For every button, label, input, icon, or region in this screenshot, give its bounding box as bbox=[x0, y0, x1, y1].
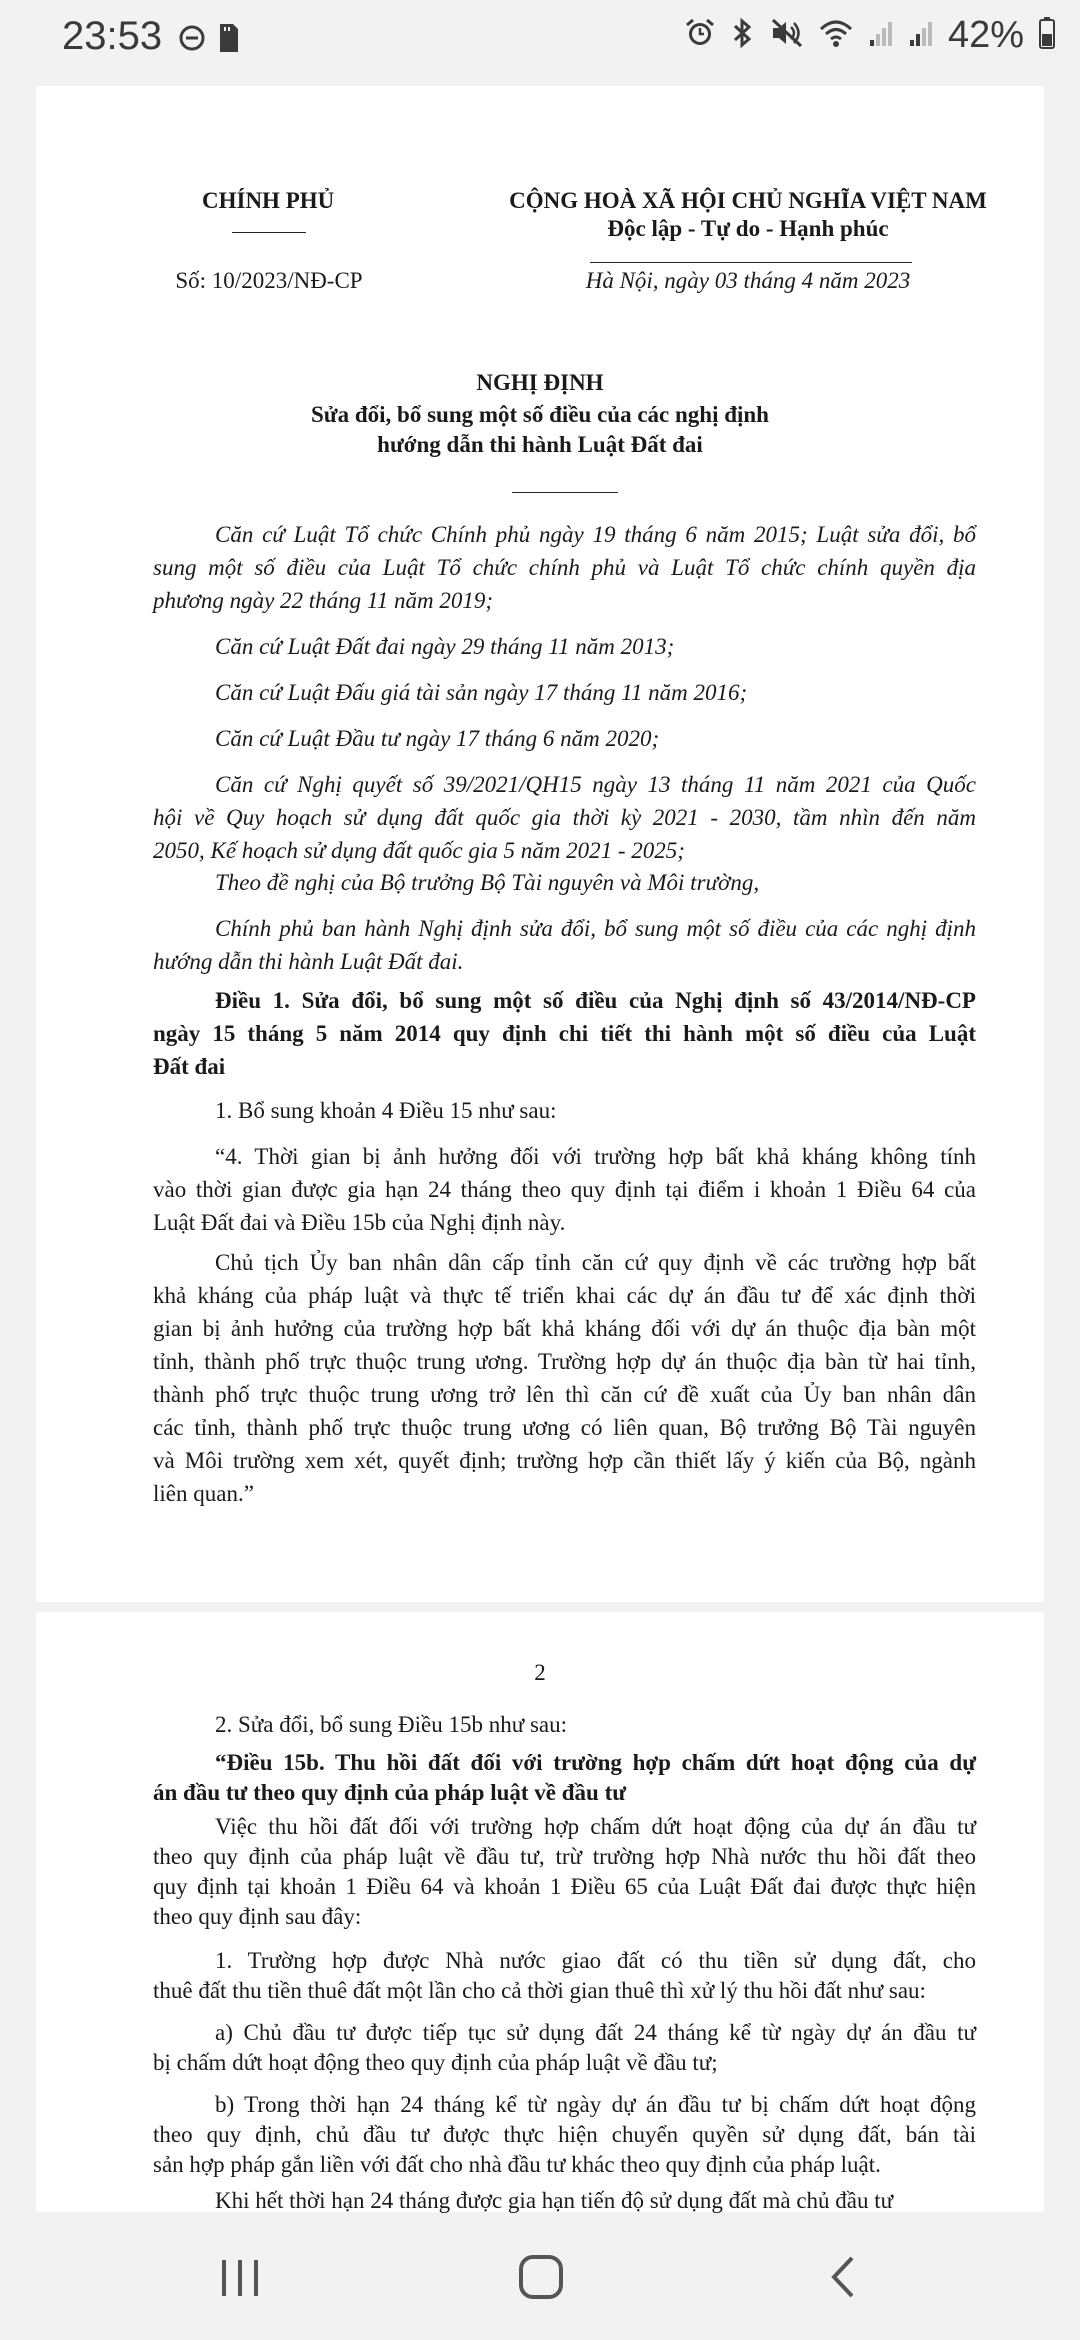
divider bbox=[590, 262, 912, 263]
signal-icon-2 bbox=[908, 18, 934, 53]
document-type: NGHỊ ĐỊNH bbox=[476, 370, 604, 395]
navigation-bar bbox=[0, 2214, 1080, 2340]
article-15b-title: “Điều 15b. Thu hồi đất đối với trường hợp chấm dứt hoạt động của dự án đầu tư theo quy định của pháp luật về đầu tư bbox=[153, 1750, 976, 1805]
article-1-title: Điều 1. Sửa đổi, bổ sung một số điều của Nghị định số 43/2014/NĐ-CP ngày 15 tháng 5 năm 2014 quy định chi tiết thi hành một số điều của Luật Đất đai bbox=[153, 988, 976, 1079]
issue-date: Hà Nội, ngày 03 tháng 4 năm 2023 bbox=[585, 268, 911, 293]
bluetooth-icon bbox=[730, 17, 756, 54]
clause-2: 2. Sửa đổi, bổ sung Điều 15b như sau: bbox=[215, 1712, 568, 1737]
clause-1-text: “4. Thời gian bị ảnh hưởng đối với trường hợp bất khả kháng không tính vào thời gian được gia hạn 24 tháng theo quy định tại điểm i khoản 1 Điều 64 của Luật Đất đai và Điều 15b của Nghị định này. bbox=[153, 1144, 976, 1235]
document-number: Số: 10/2023/NĐ-CP bbox=[175, 268, 363, 293]
divider bbox=[512, 492, 618, 493]
legal-basis: Căn cứ Luật Đất đai ngày 29 tháng 11 năm 2013; bbox=[215, 634, 675, 659]
motto: Độc lập - Tự do - Hạnh phúc bbox=[607, 216, 889, 241]
do-not-disturb-icon bbox=[178, 24, 206, 57]
item-1: 1. Trường hợp được Nhà nước giao đất có thu tiền sử dụng đất, cho thuê đất thu tiền thuê đất một lần cho cả thời gian thuê thì xử lý thu hồi đất như sau: bbox=[153, 1948, 976, 2003]
country-name: CỘNG HOÀ XÃ HỘI CHỦ NGHĨA VIỆT NAM bbox=[509, 188, 987, 213]
proposal: Theo đề nghị của Bộ trưởng Bộ Tài nguyên và Môi trường, bbox=[215, 870, 760, 895]
clause-1: 1. Bổ sung khoản 4 Điều 15 như sau: bbox=[215, 1098, 557, 1123]
signal-icon bbox=[868, 18, 894, 53]
item-a: a) Chủ đầu tư được tiếp tục sử dụng đất 24 tháng kể từ ngày dự án đầu tư bị chấm dứt hoạt động theo quy định của pháp luật về đầu tư; bbox=[153, 2020, 976, 2075]
sim-card-icon bbox=[218, 22, 240, 59]
article-15b-intro: Việc thu hồi đất đối với trường hợp chấm dứt hoạt động của dự án đầu tư theo quy định của pháp luật về đầu tư, trừ trường hợp Nhà nước thu hồi đất theo quy định tại khoản 1 Điều 64 và khoản 1 Điều 65 của Luật Đất đai được thực hiện theo quy định sau đây: bbox=[153, 1814, 976, 1929]
mute-icon bbox=[770, 17, 804, 54]
promulgation: Chính phủ ban hành Nghị định sửa đổi, bổ sung một số điều của các nghị định hướng dẫn thi hành Luật Đất đai. bbox=[153, 916, 976, 974]
divider bbox=[232, 232, 306, 233]
document-page-1 bbox=[36, 86, 1044, 1602]
clause-1-paragraph-2: Chủ tịch Ủy ban nhân dân cấp tỉnh căn cứ quy định về các trường hợp bất khả kháng của pháp luật và thực tế triển khai các dự án đầu tư để xác định thời gian bị ảnh hưởng của trường hợp bất khả kháng đối với dự án thuộc địa bàn một tỉnh, thành phố trực thuộc trung ương. Trường hợp dự án thuộc địa bàn từ hai tỉnh, thành phố trực thuộc trung ương trở lên thì căn cứ đề xuất của Ủy ban nhân dân các tỉnh, thành phố trực thuộc trung ương có liên quan, Bộ trưởng Bộ Tài nguyên và Môi trường xem xét, quyết định; trường hợp cần thiết lấy ý kiến của Bộ, ngành liên quan.” bbox=[153, 1250, 976, 1506]
document-subject: hướng dẫn thi hành Luật Đất đai bbox=[377, 432, 703, 457]
page-number: 2 bbox=[534, 1660, 546, 1685]
document-page-2 bbox=[36, 1612, 1044, 2212]
legal-basis: Căn cứ Luật Tổ chức Chính phủ ngày 19 tháng 6 năm 2015; Luật sửa đổi, bổ sung một số điều của Luật Tổ chức chính phủ và Luật Tổ chức chính quyền địa phương ngày 22 tháng 11 năm 2019; bbox=[153, 522, 976, 613]
legal-basis: Căn cứ Luật Đấu giá tài sản ngày 17 tháng 11 năm 2016; bbox=[215, 680, 748, 705]
back-icon[interactable] bbox=[828, 2254, 858, 2305]
clock: 23:53 bbox=[62, 14, 163, 58]
battery-icon bbox=[1038, 16, 1056, 55]
alarm-icon bbox=[684, 17, 716, 54]
agency-name: CHÍNH PHỦ bbox=[202, 188, 335, 213]
battery-percent: 42% bbox=[947, 14, 1024, 56]
wifi-icon bbox=[818, 17, 854, 54]
continuation-text: Khi hết thời hạn 24 tháng được gia hạn tiến độ sử dụng đất mà chủ đầu tư bbox=[215, 2188, 894, 2213]
home-icon[interactable] bbox=[518, 2254, 564, 2305]
legal-basis: Căn cứ Luật Đầu tư ngày 17 tháng 6 năm 2020; bbox=[215, 726, 660, 751]
legal-basis: Căn cứ Nghị quyết số 39/2021/QH15 ngày 13 tháng 11 năm 2021 của Quốc hội về Quy hoạch sử dụng đất quốc gia thời kỳ 2021 - 2030, tầm nhìn đến năm 2050, Kế hoạch sử dụng đất quốc gia 5 năm 2021 - 2025; bbox=[153, 772, 976, 863]
document-subject: Sửa đổi, bổ sung một số điều của các nghị định bbox=[311, 402, 769, 427]
item-b: b) Trong thời hạn 24 tháng kể từ ngày dự án đầu tư bị chấm dứt hoạt động theo quy định, chủ đầu tư được thực hiện chuyển quyền sử dụng đất, bán tài sản hợp pháp gắn liền với đất cho nhà đầu tư khác theo quy định của pháp luật. bbox=[153, 2092, 976, 2177]
recent-apps-icon[interactable] bbox=[218, 2258, 262, 2303]
status-bar bbox=[0, 0, 1080, 80]
